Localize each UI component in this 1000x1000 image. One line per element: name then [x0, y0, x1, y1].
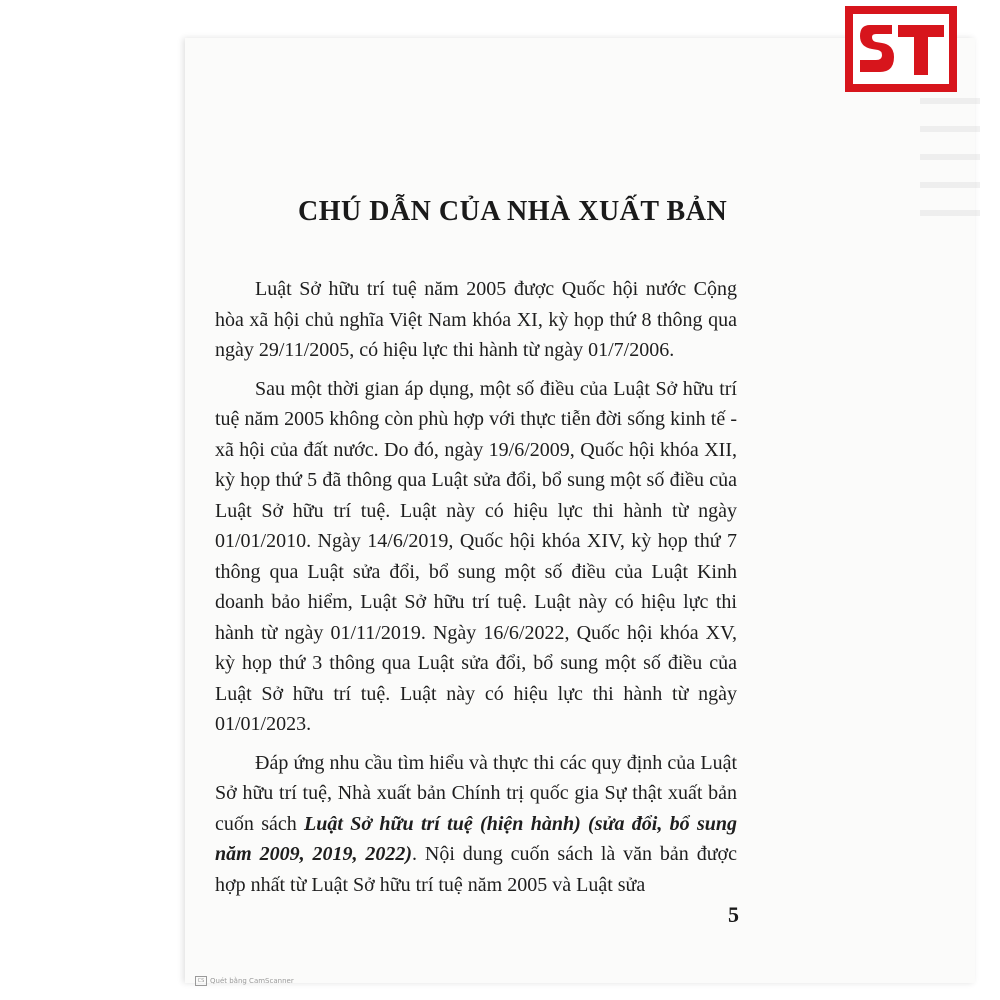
camscanner-icon: CS — [195, 976, 207, 986]
book-title: Luật Sở hữu trí tuệ (hiện hành) (sửa đổi, bổ sung năm 2009, 2019, 2022) — [215, 812, 737, 865]
st-logo-mark — [848, 9, 954, 89]
st-logo — [845, 6, 957, 92]
paragraph-text: . Nội dung cuốn sách là văn bản được hợp nhất từ Luật Sở hữu trí tuệ năm 2005 và Luật sửa — [215, 843, 737, 896]
paragraph-text: Đáp ứng nhu cầu tìm hiểu và thực thi các quy định của Luật Sở hữu trí tuệ, Nhà xuất bản Chính trị quốc gia Sự thật xuất bản cuốn sách — [215, 751, 737, 835]
scanner-watermark — [195, 976, 294, 986]
bleed-through-shadow — [920, 98, 980, 218]
paragraph: Sau một thời gian áp dụng, một số điều của Luật Sở hữu trí tuệ năm 2005 không còn phù hợp với thực tiễn đời sống kinh tế - xã hội của đất nước. Do đó, ngày 19/6/2009, Quốc hội khóa XII, kỳ họp thứ 5 đã thông qua Luật sửa đổi, bổ sung một số điều của Luật Sở hữu trí tuệ. Luật này có hiệu lực thi hành từ ngày 01/01/2010. Ngày 14/6/2019, Quốc hội khóa XIV, kỳ họp thứ 7 thông qua Luật sửa đổi, bổ sung một số điều của Luật Kinh doanh bảo hiểm, Luật Sở hữu trí tuệ. Luật này có hiệu lực thi hành từ ngày 01/11/2019. Ngày 16/6/2022, Quốc hội khóa XV, kỳ họp thứ 3 thông qua Luật sửa đổi, bổ sung một số điều của Luật Sở hữu trí tuệ. Luật này có hiệu lực thi hành từ ngày 01/01/2023. — [215, 377, 737, 735]
paragraph — [215, 748, 737, 901]
scanner-watermark-text: Quét bằng CamScanner — [210, 977, 294, 985]
page-title: CHÚ DẪN CỦA NHÀ XUẤT BẢN — [298, 196, 728, 227]
body-text — [215, 274, 737, 908]
page-number: 5 — [728, 902, 739, 927]
paragraph: Luật Sở hữu trí tuệ năm 2005 được Quốc hội nước Cộng hòa xã hội chủ nghĩa Việt Nam khóa XI, kỳ họp thứ 8 thông qua ngày 29/11/2005, có hiệu lực thi hành từ ngày 01/7/2006. — [215, 278, 737, 361]
